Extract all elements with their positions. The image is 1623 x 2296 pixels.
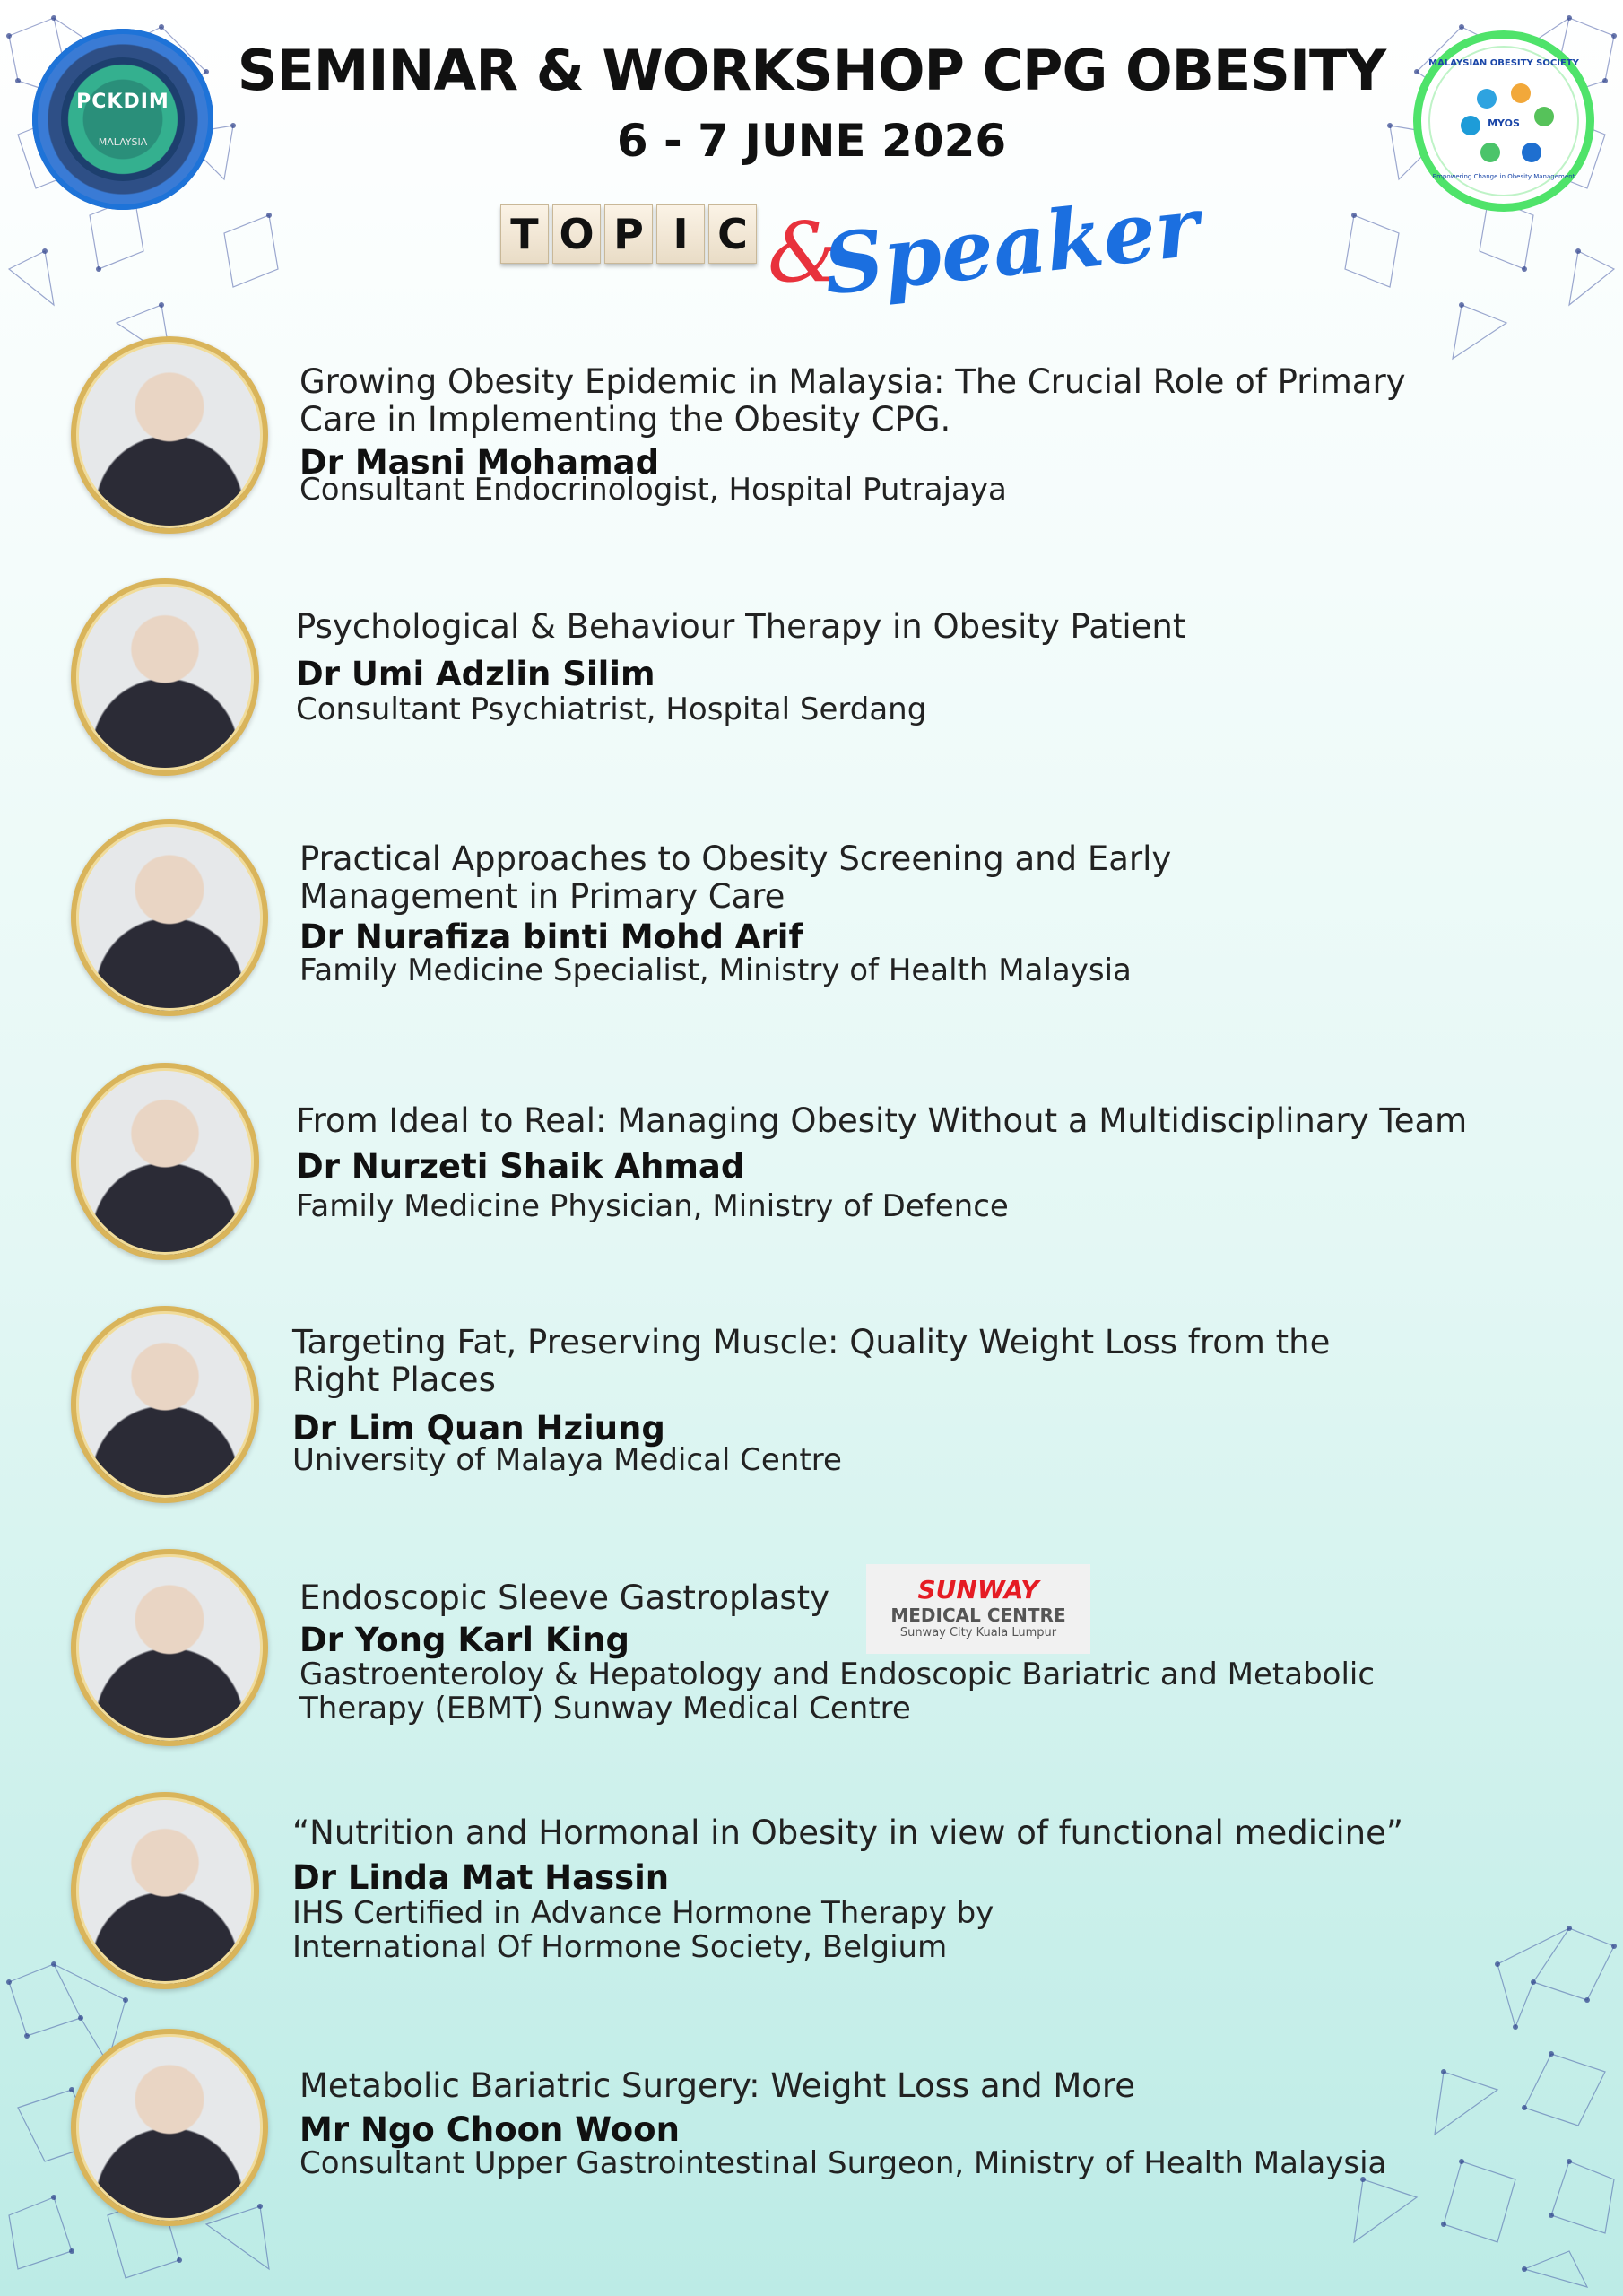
speaker-photo: [71, 1792, 259, 1989]
network-decoration-bottom-right: [1300, 1910, 1623, 2296]
topic-tiles: [500, 204, 757, 264]
session-topic: Practical Approaches to Obesity Screening and Early Management in Primary Care: [299, 839, 1172, 916]
speaker-photo: [71, 1063, 259, 1260]
pckdim-logo-text: PCKDIM: [76, 91, 169, 113]
speaker-photo: [71, 336, 268, 534]
speaker-name: Mr Ngo Choon Woon: [299, 2110, 680, 2149]
myos-abbr: MYOS: [1488, 117, 1520, 129]
ampersand: &: [768, 204, 841, 300]
speaker-photo: [71, 1549, 268, 1746]
session-topic: Growing Obesity Epidemic in Malaysia: The Crucial Role of Primary Care in Implementing the Obesity CPG.: [299, 362, 1406, 439]
topic-tile: O: [552, 204, 601, 264]
speaker-name: Dr Yong Karl King: [299, 1621, 629, 1659]
speaker-role: Consultant Upper Gastrointestinal Surgeon, Ministry of Health Malaysia: [299, 2145, 1387, 2181]
speaker-photo: [71, 578, 259, 776]
speaker-role: Consultant Endocrinologist, Hospital Putrajaya: [299, 472, 1007, 508]
sunway-name: SUNWAY: [917, 1575, 1039, 1605]
event-date: 6 - 7 JUNE 2026: [616, 115, 1007, 167]
speaker-role: Consultant Psychiatrist, Hospital Serdang: [296, 691, 927, 727]
speaker-role: IHS Certified in Advance Hormone Therapy by International Of Hormone Society, Belgium: [292, 1895, 994, 1965]
topic-tile: P: [604, 204, 653, 264]
speaker-name: Dr Nurzeti Shaik Ahmad: [296, 1147, 745, 1186]
session-topic: Psychological & Behaviour Therapy in Obesity Patient: [296, 607, 1186, 646]
sunway-line2: MEDICAL CENTRE: [890, 1605, 1066, 1626]
pckdim-logo-subtext: MALAYSIA: [98, 136, 148, 148]
speaker-name: Dr Nurafiza binti Mohd Arif: [299, 918, 803, 956]
speaker-role: Gastroenteroloy & Hepatology and Endoscopic Bariatric and Metabolic Therapy (EBMT) Sunway Medical Centre: [299, 1657, 1376, 1726]
speaker-name: Dr Umi Adzlin Silim: [296, 655, 655, 693]
speaker-name: Dr Masni Mohamad: [299, 443, 660, 482]
speaker-heading: Speaker: [819, 178, 1204, 314]
topic-tile: I: [656, 204, 705, 264]
speaker-role: Family Medicine Specialist, Ministry of Health Malaysia: [299, 952, 1132, 988]
myos-tagline: Empowering Change in Obesity Management: [1432, 173, 1575, 180]
speaker-name: Dr Linda Mat Hassin: [292, 1858, 670, 1897]
speaker-photo: [71, 1306, 259, 1503]
speaker-role: Family Medicine Physician, Ministry of Defence: [296, 1188, 1009, 1224]
session-topic: From Ideal to Real: Managing Obesity Without a Multidisciplinary Team: [296, 1101, 1468, 1140]
speaker-role: University of Malaya Medical Centre: [292, 1442, 842, 1478]
speaker-photo: [71, 2029, 268, 2226]
sunway-line3: Sunway City Kuala Lumpur: [899, 1626, 1057, 1639]
myos-society-name: MALAYSIAN OBESITY SOCIETY: [1428, 58, 1579, 68]
session-topic: “Nutrition and Hormonal in Obesity in view of functional medicine”: [292, 1813, 1404, 1852]
event-title: SEMINAR & WORKSHOP CPG OBESITY: [237, 38, 1386, 103]
speaker-name: Dr Lim Quan Hziung: [292, 1409, 665, 1448]
sunway-medical-centre-logo: [866, 1564, 1090, 1654]
session-topic: Metabolic Bariatric Surgery: Weight Loss and More: [299, 2066, 1136, 2105]
session-topic: Targeting Fat, Preserving Muscle: Quality Weight Loss from the Right Places: [292, 1323, 1331, 1399]
speaker-photo: [71, 819, 268, 1016]
session-topic: Endoscopic Sleeve Gastroplasty: [299, 1578, 830, 1617]
topic-tile: T: [500, 204, 549, 264]
topic-tile: C: [708, 204, 757, 264]
